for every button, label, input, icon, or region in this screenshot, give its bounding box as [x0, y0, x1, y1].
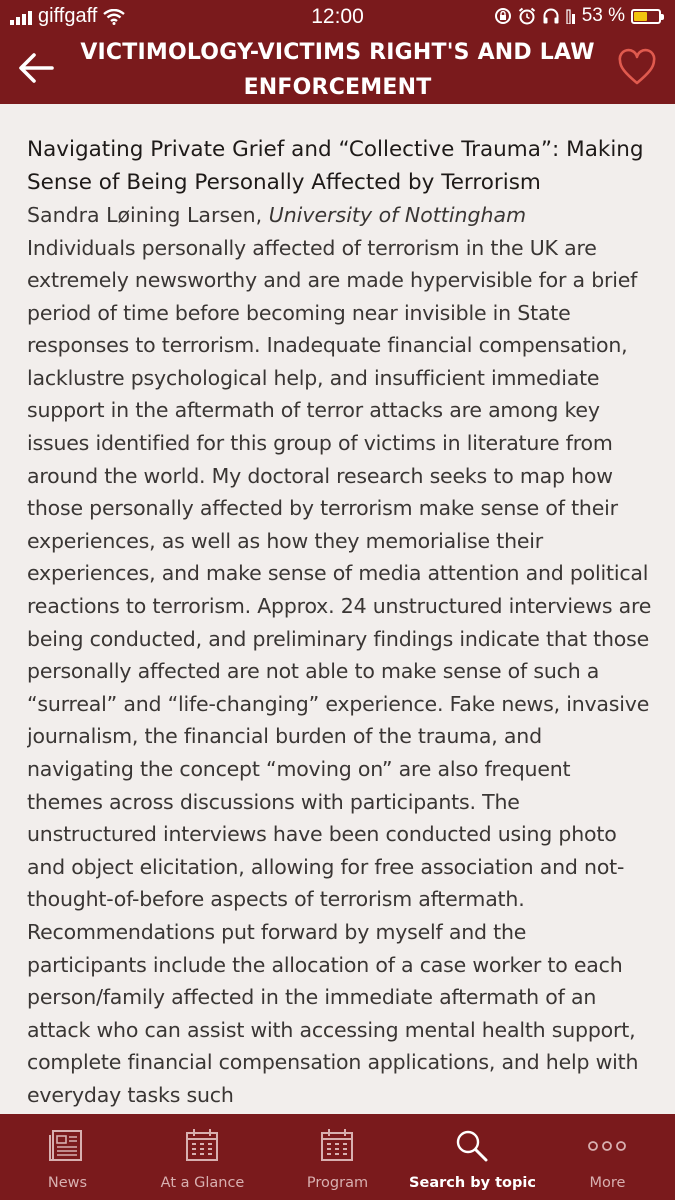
headphones-icon	[542, 7, 560, 25]
battery-icon	[631, 9, 661, 24]
article-author	[27, 199, 652, 232]
author-name: Sandra Løining Larsen,	[27, 203, 269, 227]
page-title: VICTIMOLOGY-VICTIMS RIGHT'S AND LAW ENFORCEMENT	[80, 40, 595, 100]
tab-label: News	[47, 1175, 88, 1191]
tab-label: Program	[306, 1175, 369, 1191]
calendar-icon	[317, 1126, 357, 1166]
tab-bar	[0, 1114, 675, 1200]
battery-level	[634, 12, 647, 21]
tab-label: More	[589, 1175, 626, 1191]
rotation-lock-icon	[494, 7, 512, 25]
app-header	[0, 0, 675, 104]
signal-bars-small-icon	[566, 8, 576, 24]
alarm-icon	[518, 7, 536, 25]
heart-outline-icon[interactable]	[617, 48, 657, 88]
status-right	[494, 5, 661, 27]
arrow-left-icon[interactable]	[16, 50, 56, 86]
status-bar	[0, 0, 675, 34]
tab-label: At a Glance	[160, 1175, 245, 1191]
tab-news[interactable]	[0, 1114, 135, 1200]
article-abstract: Individuals personally affected of terrorism in the UK are extremely newsworthy and are made hypervisible for a brief period of time before becoming near invisible in State responses to terrorism. Inadequate financial compensation, lacklustre psychological help, and insufficient immediate support in the aftermath of terror attacks are among key issues identified for this group of victims in literature from around the world. My doctoral research seeks to map how those personally affected by terrorism make sense of their experiences, as well as how they memorialise their experiences, and make sense of media attention and political reactions to terrorism. Approx. 24 unstructured interviews are being conducted, and preliminary findings indicate that those personally affected are not able to make sense of such a “surreal” and “life-changing” experience. Fake news, invasive journalism, the financial burden of the trauma, and navigating the concept “moving on” are also frequent themes across discussions with participants. The unstructured interviews have been conducted using photo and object elicitation, allowing for free association and not-thought-of-before aspects of terrorism aftermath. Recommendations put forward by myself and the participants include the allocation of a case worker to each person/family affected in the immediate aftermath of an attack who can assist with accessing mental health support, complete financial compensation applications, and help with everyday tasks such	[27, 235, 652, 1107]
tab-search-by-topic[interactable]	[405, 1114, 540, 1200]
article-title: Navigating Private Grief and “Collective Trauma”: Making Sense of Being Personally Affected by Terrorism	[27, 137, 644, 195]
status-time: 12:00	[311, 5, 364, 28]
newspaper-icon	[47, 1126, 87, 1166]
tab-label: Search by topic	[409, 1175, 536, 1191]
tab-program[interactable]	[270, 1114, 405, 1200]
article-content	[27, 134, 652, 1114]
tab-more[interactable]	[540, 1114, 675, 1200]
nav-bar	[0, 34, 675, 104]
author-affiliation: University of Nottingham	[268, 203, 527, 227]
more-dots-icon	[587, 1126, 627, 1166]
tab-at-a-glance[interactable]	[135, 1114, 270, 1200]
carrier-name: giffgaff	[38, 5, 98, 27]
search-icon	[452, 1126, 492, 1166]
battery-percent: 53 %	[581, 5, 625, 26]
calendar-icon	[182, 1126, 222, 1166]
